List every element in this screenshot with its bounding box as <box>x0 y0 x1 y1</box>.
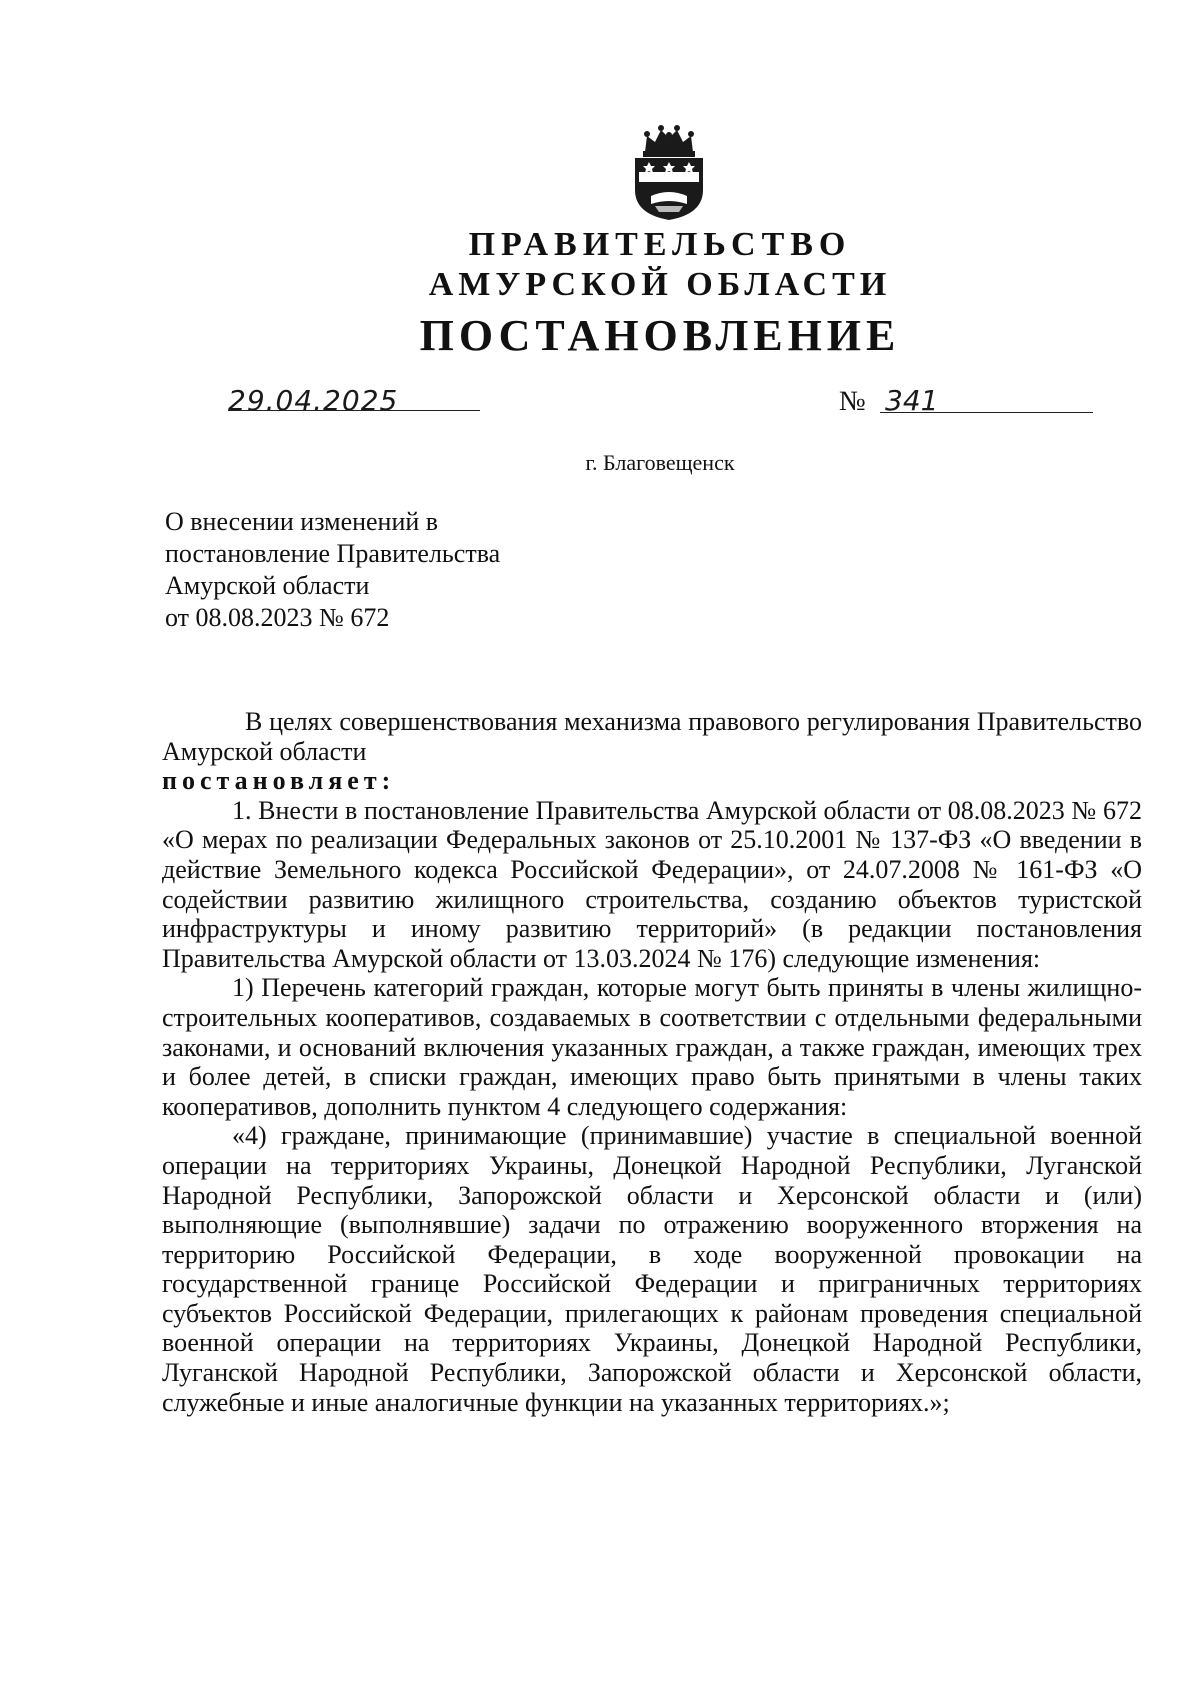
subject-line: от 08.08.2023 № 672 <box>165 603 390 632</box>
decrees-word: постановляет: <box>162 766 396 796</box>
number-underline <box>880 412 1093 413</box>
document-number: 341 <box>885 384 939 417</box>
decrees-line <box>162 766 1142 796</box>
number-sign: № <box>839 386 866 417</box>
subject-line: О внесении изменений в <box>165 507 439 536</box>
subject-line: Амурской области <box>165 571 370 600</box>
date-underline <box>228 410 480 411</box>
document-type-title: ПОСТАНОВЛЕНИЕ <box>419 311 901 360</box>
body-paragraph-3: «4) граждане, принимающие (принимавшие) участие в специальной военной операции на территориях Украины, Донецкой Народной Республики, Луганской Народной Республики, Запорожской области и Херсонской области и (или) выполняющие (выполнявшие) задачи по отражению вооруженного вторжения на территорию Российской Федерации, в ходе вооруженной провокации на государственной границе Российской Федерации и приграничных территориях субъектов Российской Федерации, прилегающих к районам проведения специальной военной операции на территориях Украины, Донецкой Народной Республики, Луганской Народной Республики, Запорожской области и Херсонской области, служебные и иные аналогичные функции на указанных территориях.»; <box>162 1121 1142 1417</box>
coat-of-arms-icon <box>625 122 713 222</box>
body-paragraph-2: 1) Перечень категорий граждан, которые могут быть приняты в члены жилищно-строительных кооперативов, создаваемых в соответствии с отдельными федеральными законами, и оснований включения указанных граждан, а также граждан, имеющих трех и более детей, в списки граждан, имеющих право быть принятыми в члены таких кооперативов, дополнить пунктом 4 следующего содержания: <box>162 973 1142 1121</box>
decree-subject <box>165 506 645 634</box>
decree-body <box>162 707 1142 1417</box>
preamble-paragraph: В целях совершенствования механизма правового регулирования Правительство Амурской области <box>162 707 1142 766</box>
subject-line: постановление Правительства <box>165 539 501 568</box>
body-paragraph-1: 1. Внести в постановление Правительства Амурской области от 08.08.2023 № 672 «О мерах по реализации Федеральных законов от 25.10.2001 № 137-ФЗ «О введении в действие Земельного кодекса Российской Федерации», от 24.07.2008 № 161-ФЗ «О содействии развитию жилищного строительства, созданию объектов туристской инфраструктуры и иному развитию территорий» (в редакции постановления Правительства Амурской области от 13.03.2024 № 176) следующие изменения: <box>162 795 1142 973</box>
issue-city: г. Благовещенск <box>585 450 735 475</box>
document-date: 29.04.2025 <box>228 384 399 417</box>
government-title-line1: ПРАВИТЕЛЬСТВО <box>468 226 852 263</box>
government-title-line2: АМУРСКОЙ ОБЛАСТИ <box>428 266 892 303</box>
